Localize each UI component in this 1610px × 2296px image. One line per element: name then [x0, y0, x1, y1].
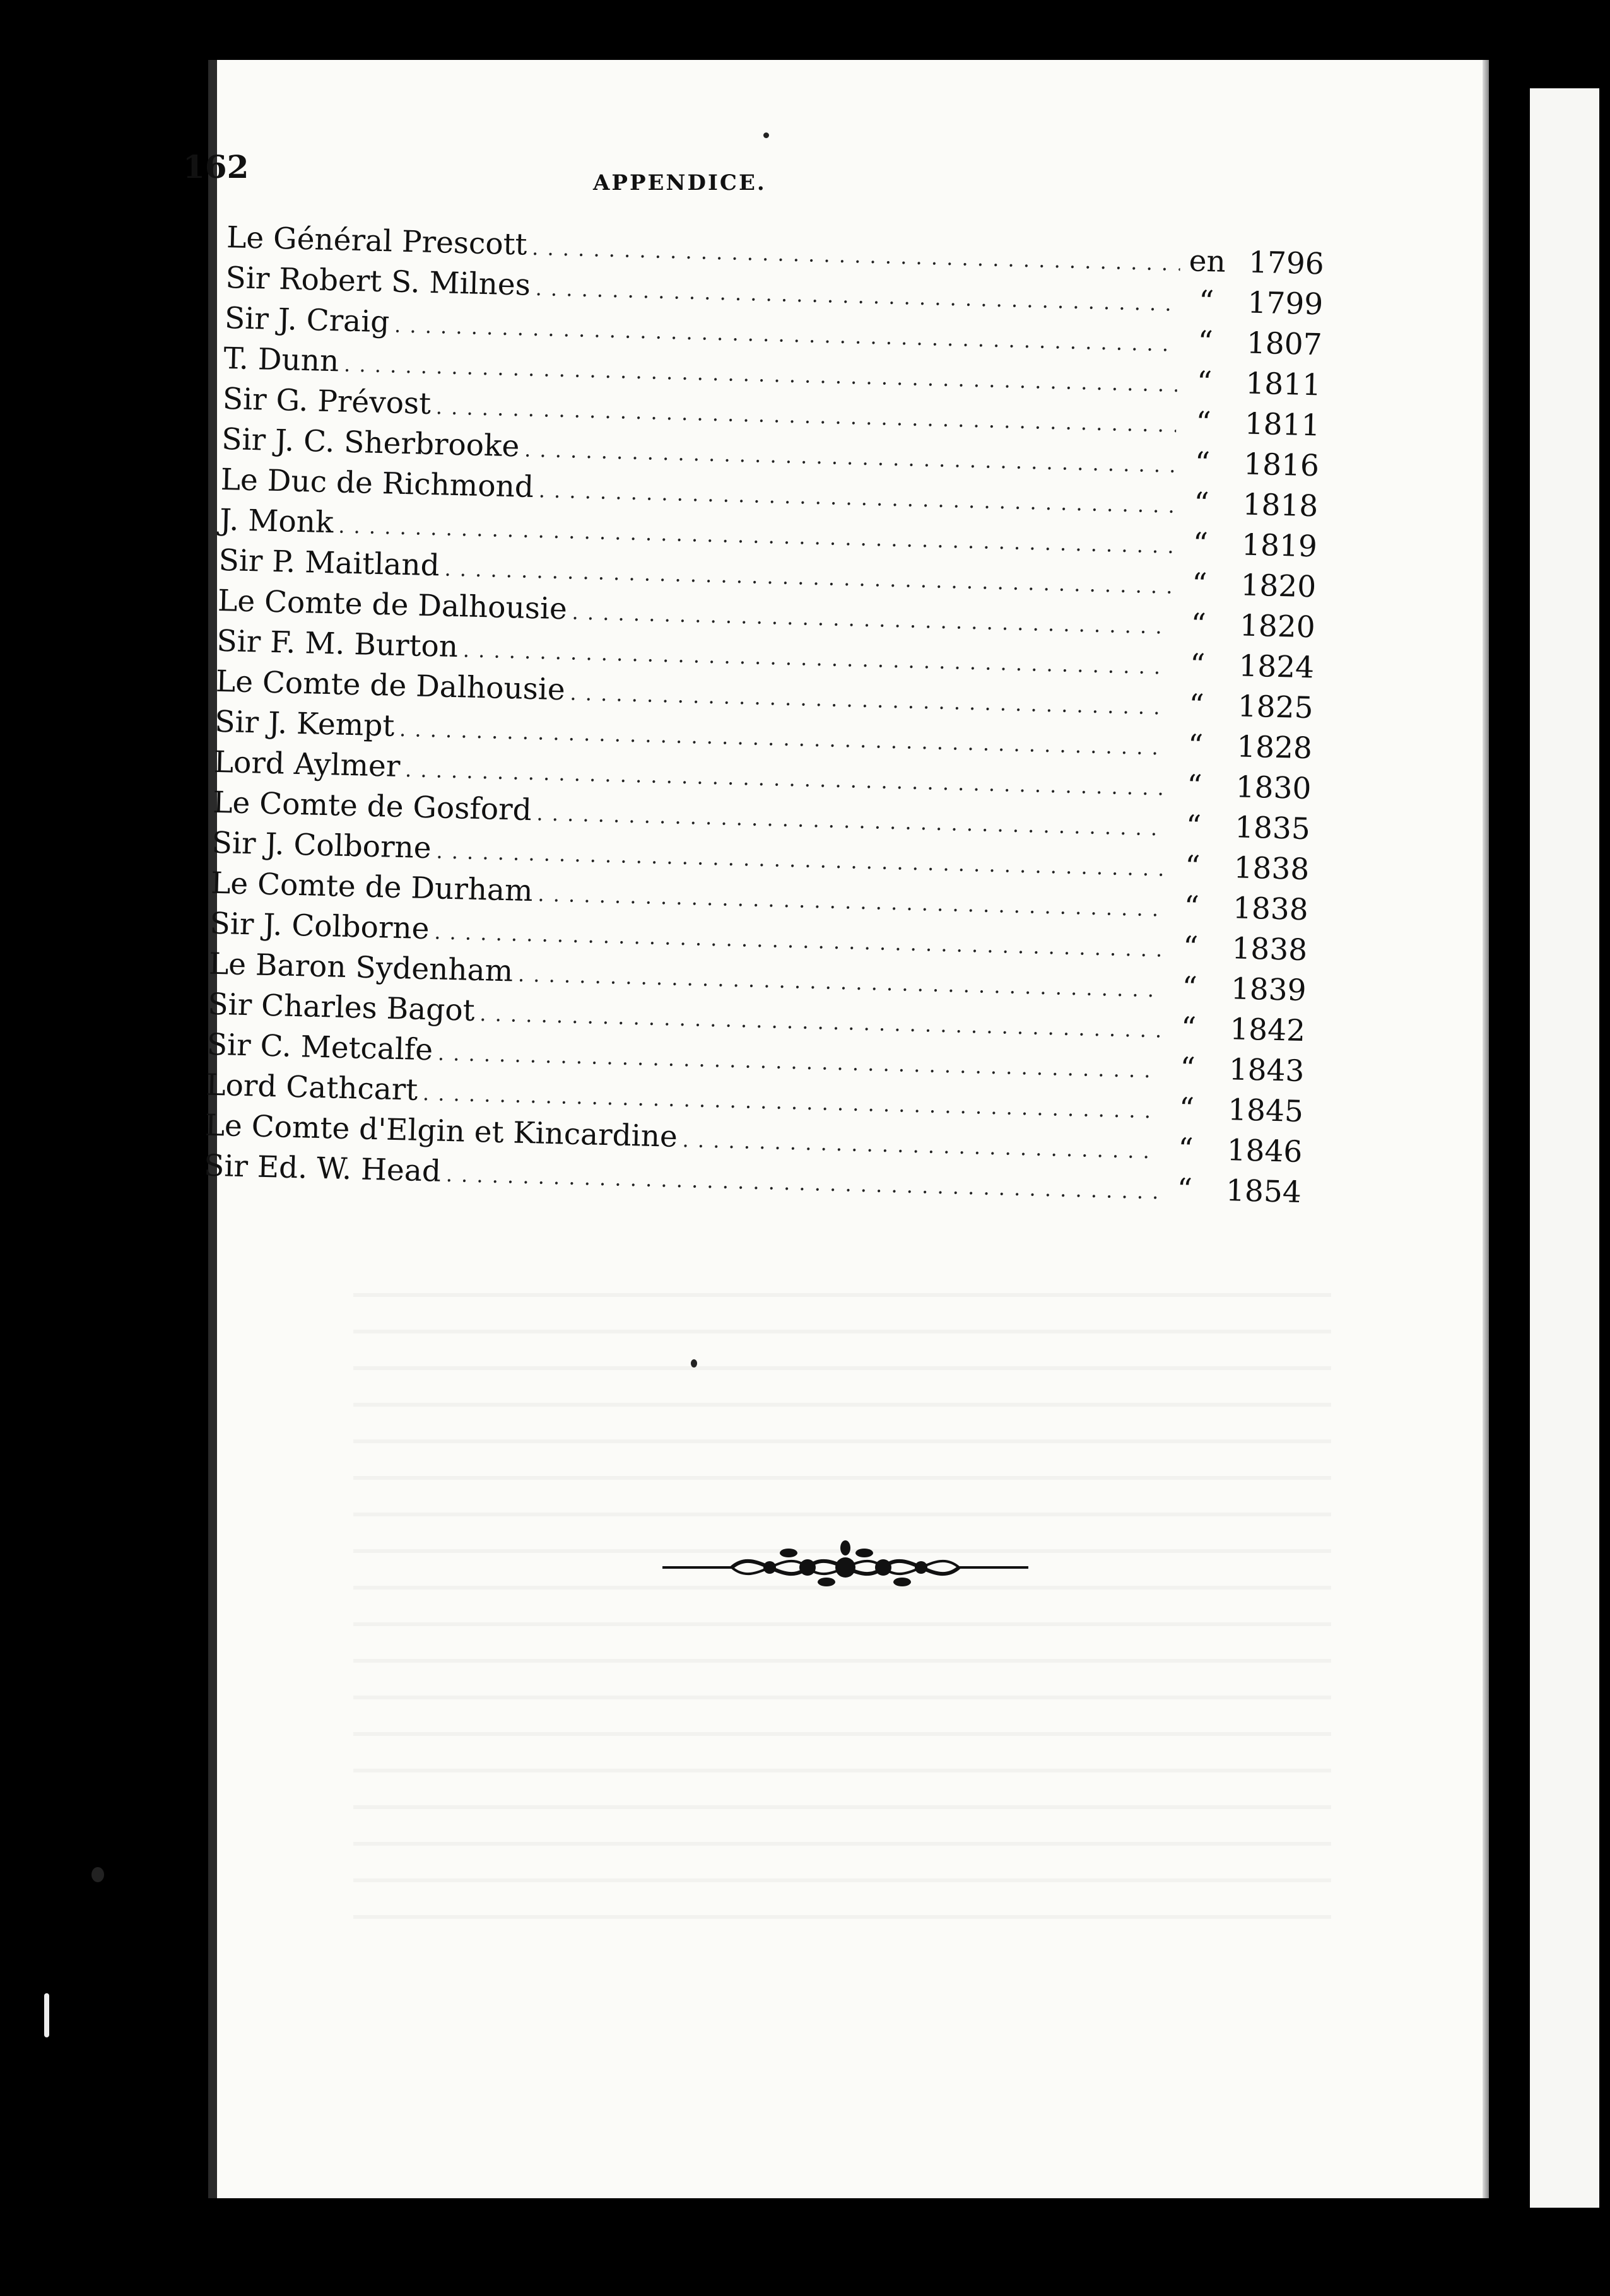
year: 1830 [1235, 770, 1312, 807]
governor-name: Sir J. Kempt [214, 704, 395, 744]
year: 1838 [1232, 891, 1309, 928]
year: 1828 [1236, 729, 1313, 766]
ink-speck [44, 1993, 49, 2037]
governor-name: Le Comte d'Elgin et Kincardine [204, 1108, 678, 1154]
ditto-mark: “ [1198, 284, 1214, 320]
ink-speck [91, 1867, 104, 1882]
year: 1807 [1246, 325, 1323, 363]
governor-name: Sir G. Prévost [222, 381, 432, 421]
governor-name: Lord Cathcart [205, 1067, 418, 1108]
governor-name: Sir F. M. Burton [216, 623, 459, 665]
ditto-mark: “ [1184, 849, 1201, 884]
ditto-mark: “ [1189, 647, 1206, 683]
ditto-mark: “ [1194, 445, 1211, 481]
governor-name: Le Comte de Dalhousie [215, 664, 566, 708]
year: 1835 [1234, 810, 1311, 847]
year: 1818 [1242, 487, 1319, 524]
ink-speck [691, 1359, 697, 1368]
ditto-mark: “ [1184, 889, 1200, 925]
governor-name: J. Monk [219, 502, 334, 541]
year: 1838 [1233, 850, 1310, 887]
governor-list [203, 218, 1324, 1213]
page-number: 162 [183, 148, 249, 185]
ditto-mark: “ [1182, 930, 1199, 965]
ditto-mark: “ [1180, 1010, 1197, 1046]
ditto-mark: “ [1188, 688, 1205, 723]
ditto-mark: “ [1190, 607, 1207, 643]
governor-name: Le Duc de Richmond [220, 462, 534, 505]
year: 1820 [1240, 568, 1317, 605]
governor-name: Le Baron Sydenham [208, 946, 514, 989]
ditto-mark: “ [1192, 526, 1209, 562]
ditto-mark: “ [1178, 1091, 1195, 1127]
year: 1842 [1229, 1012, 1306, 1049]
governor-name: Le Comte de Gosford [212, 785, 532, 828]
ditto-mark: “ [1195, 405, 1212, 441]
governor-name: Sir Robert S. Milnes [225, 260, 531, 303]
ditto-mark: “ [1191, 566, 1208, 602]
year: 1838 [1231, 931, 1308, 968]
governor-name: Sir J. Colborne [209, 906, 430, 947]
governor-name: Sir J. Colborne [211, 825, 432, 866]
year: 1843 [1228, 1052, 1305, 1089]
ditto-mark: “ [1185, 809, 1202, 845]
year: 1825 [1237, 689, 1314, 726]
ditto-mark: “ [1197, 324, 1214, 360]
governor-name: Lord Aylmer [213, 744, 401, 784]
year: 1845 [1227, 1092, 1304, 1130]
adjacent-page-edge [1530, 88, 1599, 2208]
governor-name: Le Comte de Durham [210, 865, 534, 909]
governor-name: Le Général Prescott [226, 220, 528, 262]
year: 1811 [1245, 366, 1322, 403]
year: 1819 [1241, 527, 1318, 565]
year: 1820 [1239, 608, 1316, 645]
ditto-mark: “ [1186, 768, 1203, 804]
governor-name: Sir Charles Bagot [207, 987, 476, 1028]
year: 1854 [1225, 1173, 1302, 1210]
ditto-mark: “ [1181, 970, 1198, 1005]
ink-speck [763, 132, 769, 138]
year: 1839 [1230, 971, 1307, 1009]
year: 1811 [1244, 406, 1321, 443]
governor-name: T. Dunn [223, 341, 339, 379]
governor-name: Sir C. Metcalfe [206, 1027, 433, 1068]
ditto-mark: “ [1193, 486, 1210, 522]
bleed-through-text [353, 1293, 1331, 1924]
ditto-mark: “ [1179, 1051, 1196, 1086]
governor-name: Sir J. C. Sherbrooke [221, 421, 520, 464]
governor-name: Sir P. Maitland [218, 542, 440, 583]
year: 1796 [1248, 245, 1325, 282]
governor-name: Sir Ed. W. Head [203, 1148, 442, 1189]
preposition: en [1189, 243, 1226, 279]
governor-name: Sir J. Craig [224, 300, 390, 340]
year: 1846 [1226, 1133, 1303, 1170]
ditto-mark: “ [1187, 728, 1204, 764]
governor-name: Le Comte de Dalhousie [217, 583, 568, 627]
year: 1816 [1243, 447, 1320, 484]
ditto-mark: “ [1177, 1172, 1193, 1207]
year: 1824 [1238, 648, 1315, 686]
year: 1799 [1247, 285, 1324, 322]
floral-vine-ornament-icon [656, 1539, 1035, 1596]
ditto-mark: “ [1196, 365, 1213, 401]
running-head: APPENDICE. [593, 170, 767, 196]
ditto-mark: “ [1177, 1132, 1194, 1167]
